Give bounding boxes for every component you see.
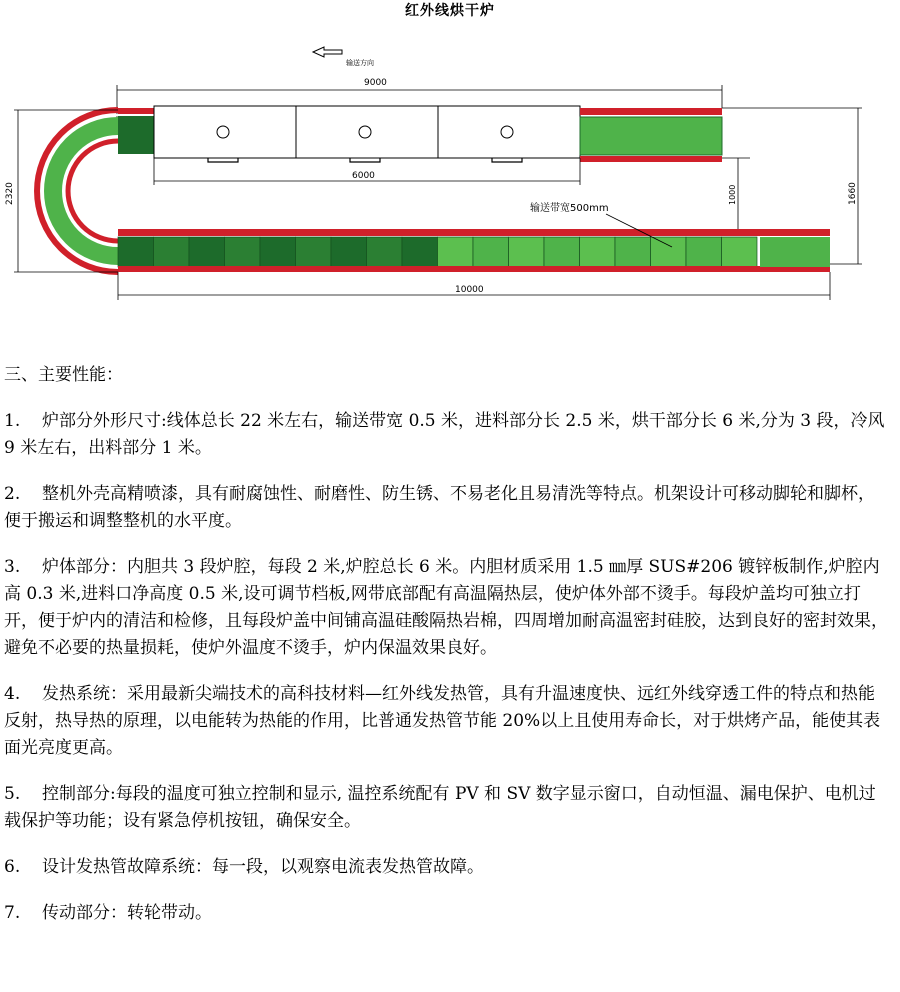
performance-list bbox=[4, 408, 888, 927]
item-text: 炉部分外形尺寸:线体总长 22 米左右，输送带宽 0.5 米，进料部分长 2.5 米，烘干部分长 6 米,分为 3 段，冷风 9 米左右，出料部分 1 米。 bbox=[4, 411, 885, 458]
performance-item bbox=[4, 900, 888, 927]
conveyor-segment bbox=[331, 237, 367, 267]
conveyor-segment bbox=[402, 237, 438, 267]
dim-9000: 9000 bbox=[364, 78, 387, 88]
item-number: 2. bbox=[4, 484, 21, 504]
item-text: 整机外壳高精喷漆，具有耐腐蚀性、耐磨性、防生锈、不易老化且易清洗等特点。机架设计可移动脚轮和脚杯，便于搬运和调整整机的水平度。 bbox=[4, 484, 875, 531]
dim-2320: 2320 bbox=[5, 182, 15, 205]
item-number: 7. bbox=[4, 903, 21, 923]
conveyor-segment bbox=[473, 237, 509, 267]
item-number: 4. bbox=[4, 684, 21, 704]
conveyor-segment bbox=[615, 237, 651, 267]
item-number: 5. bbox=[4, 784, 21, 804]
performance-item bbox=[4, 781, 888, 835]
item-text: 控制部分:每段的温度可独立控制和显示, 温控系统配有 PV 和 SV 数字显示窗口，自动恒温、漏电保护、电机过载保护等功能；设有紧急停机按钮，确保安全。 bbox=[4, 784, 876, 831]
item-text: 炉体部分：内胆共 3 段炉腔，每段 2 米,炉腔总长 6 米。内胆材质采用 1.5 ㎜厚 SUS#206 镀锌板制作,炉腔内高 0.3 米,进料口净高度 0.5 米,设可调节档板,网带底部配有高温隔热层，使炉体外部不烫手。每段炉盖均可独立打开，便于炉内的清洁和检修，且每段炉盖中间铺高温硅酸隔热岩棉，四周增加耐高温密封硅胶，达到良好的密封效果，避免不必要的热量损耗，使炉外温度不烫手，炉内保温效果良好。 bbox=[4, 557, 888, 658]
belt-width-label: 输送带宽500mm bbox=[530, 203, 609, 214]
conveyor-segment bbox=[544, 237, 580, 267]
oven-layout-diagram bbox=[0, 0, 900, 330]
section-heading: 三、主要性能： bbox=[4, 365, 123, 385]
conveyor-segment bbox=[651, 237, 687, 267]
dim-1660: 1660 bbox=[848, 182, 858, 205]
conveyor-segment bbox=[260, 237, 296, 267]
performance-item bbox=[4, 554, 888, 662]
performance-section bbox=[4, 362, 888, 946]
dim-6000: 6000 bbox=[352, 171, 375, 181]
conveyor-segment bbox=[189, 237, 225, 267]
dim-10000: 10000 bbox=[455, 285, 484, 295]
diagram-title: 红外线烘干炉 bbox=[405, 3, 495, 19]
performance-item bbox=[4, 854, 888, 881]
conveyor-segment bbox=[367, 237, 403, 267]
item-number: 1. bbox=[4, 411, 21, 431]
performance-item bbox=[4, 681, 888, 762]
conveyor-segment bbox=[509, 237, 545, 267]
performance-item bbox=[4, 481, 888, 535]
item-text: 发热系统：采用最新尖端技术的高科技材料—红外线发热管，具有升温速度快、远红外线穿透工件的特点和热能反射，热导热的原理，以电能转为热能的作用，比普通发热管节能 20%以上且使用寿命长，对于烘烤产品，能使其表面光亮度更高。 bbox=[4, 684, 881, 758]
conveyor-segment bbox=[686, 237, 722, 267]
item-number: 3. bbox=[4, 557, 21, 577]
direction-label: 输送方向 bbox=[346, 59, 374, 67]
item-text: 设计发热管故障系统：每一段，以观察电流表发热管故障。 bbox=[42, 857, 484, 877]
conveyor-segment bbox=[154, 237, 190, 267]
conveyor-segment bbox=[118, 237, 154, 267]
item-text: 传动部分：转轮带动。 bbox=[42, 903, 212, 923]
item-number: 6. bbox=[4, 857, 21, 877]
conveyor-segment bbox=[438, 237, 474, 267]
conveyor-segment bbox=[580, 237, 616, 267]
conveyor-segment bbox=[225, 237, 261, 267]
conveyor-segment bbox=[296, 237, 332, 267]
conveyor-segment bbox=[722, 237, 758, 267]
direction-arrow-icon bbox=[313, 47, 342, 57]
dim-1000: 1000 bbox=[728, 184, 737, 205]
performance-item bbox=[4, 408, 888, 462]
